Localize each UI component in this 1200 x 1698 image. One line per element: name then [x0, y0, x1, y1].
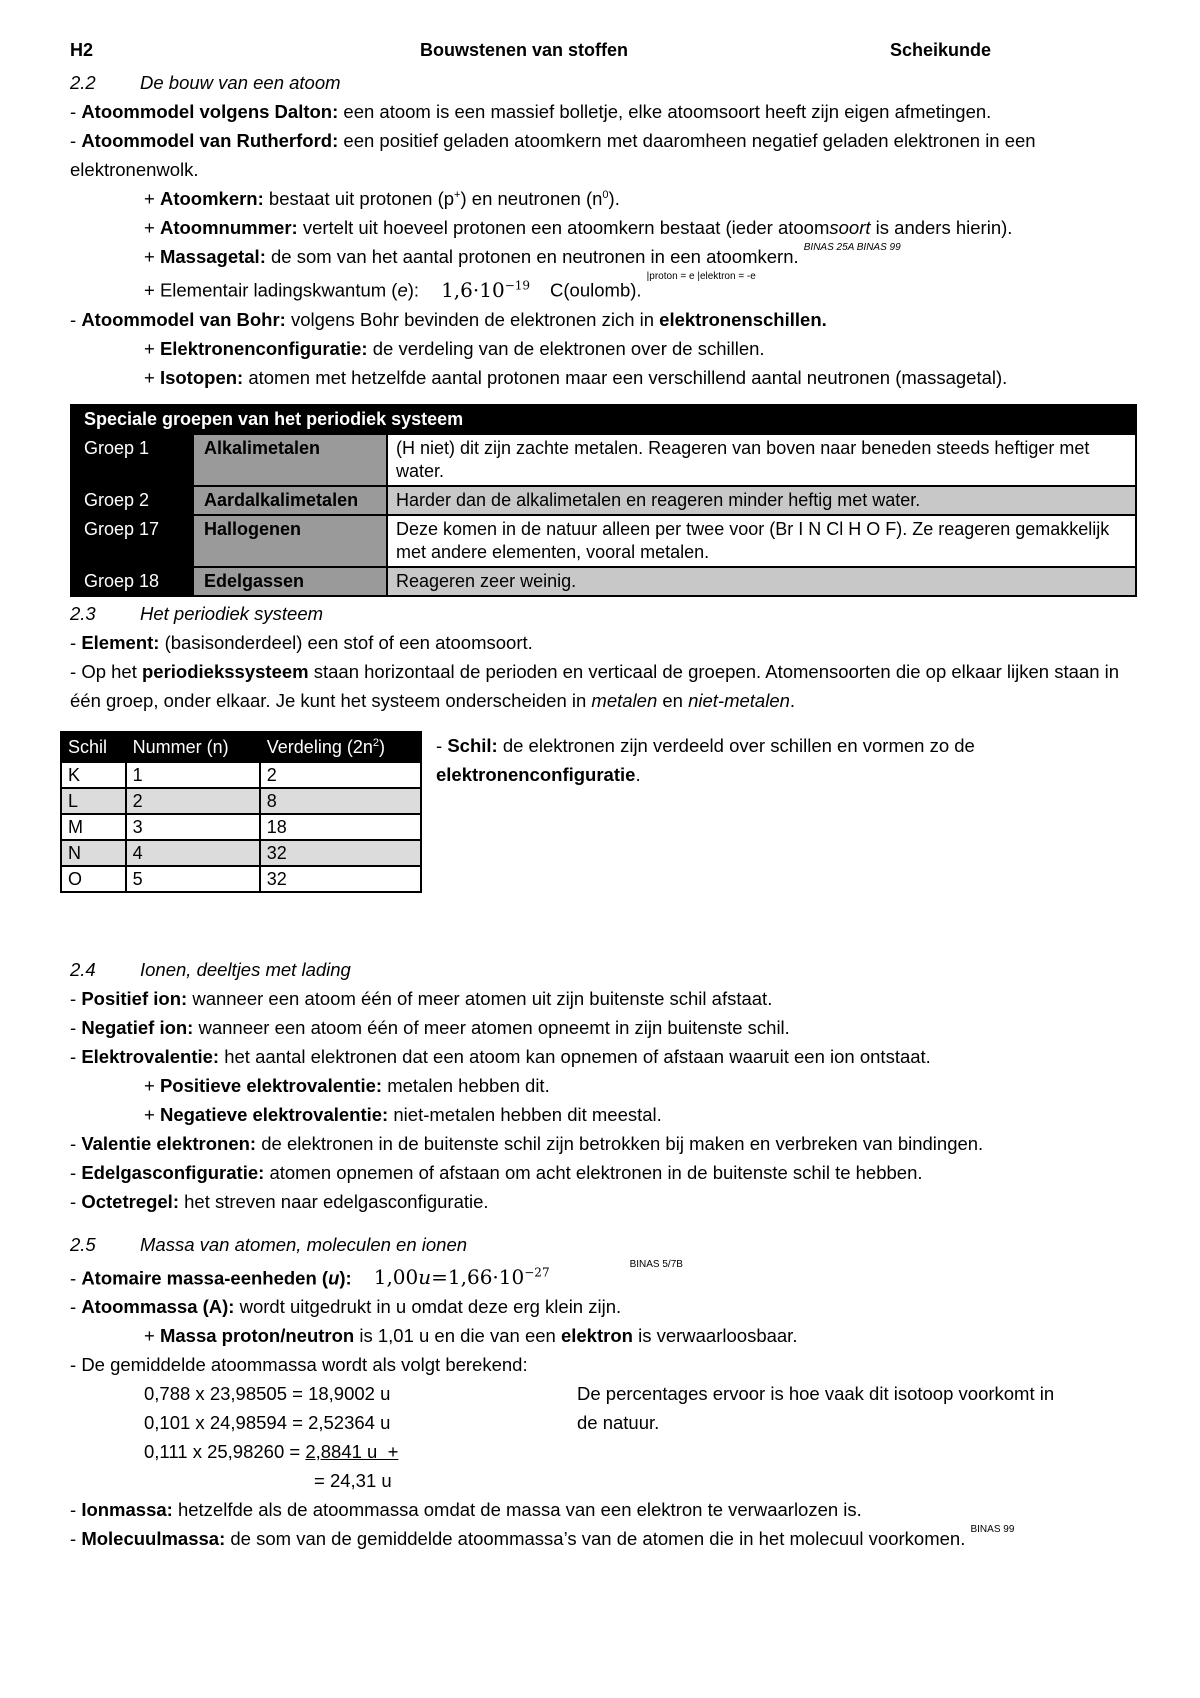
- table-cell: M: [61, 814, 126, 840]
- list-item: - Octetregel: het streven naar edelgasconfiguratie.: [70, 1190, 489, 1212]
- table-cell: 32: [260, 840, 421, 866]
- periodic-groups-table: [70, 404, 1137, 597]
- calc-line: 0,788 x 23,98505 = 18,9002 u: [144, 1383, 391, 1405]
- table-cell: Groep 18: [71, 567, 193, 596]
- list-item: - Elektrovalentie: het aantal elektronen dat een atoom kan opnemen of afstaan waaruit een ion ontstaat.: [70, 1045, 931, 1067]
- section-heading-2-5: 2.5 Massa van atomen, moleculen en ionen: [70, 1233, 468, 1255]
- list-item: + Negatieve elektrovalentie: niet-metalen hebben dit meestal.: [144, 1103, 662, 1125]
- table-cell: Alkalimetalen: [193, 434, 387, 486]
- proton-neutron-line: + Massa proton/neutron is 1,01 u en die van een elektron is verwaarloosbaar.: [144, 1325, 798, 1347]
- table-cell: Hallogenen: [193, 515, 387, 567]
- charge-formula: $1,6\cdot 10^{-19}$: [441, 277, 531, 302]
- table-cell: 8: [260, 788, 421, 814]
- binas-ref: BINAS 25A BINAS 99: [803, 242, 901, 253]
- table-cell: (H niet) dit zijn zachte metalen. Reageren van boven naar beneden steeds heftiger met water.: [387, 434, 1136, 486]
- isotopen-line: + Isotopen: atomen met hetzelfde aantal protonen maar een verschillend aantal neutronen (massagetal).: [144, 366, 1008, 388]
- calc-line: 0,111 x 25,98260 = 2,8841 u +: [144, 1441, 399, 1463]
- ladingskwantum-line: + Elementair ladingskwantum (e): $1,6\cdot 10^{-19}$ C(oulomb). $^{|proton = e |elektron = -e}$: [144, 271, 756, 302]
- document-page: [70, 36, 1140, 1553]
- table-cell: O: [61, 866, 126, 892]
- header-subject: Scheikunde: [890, 40, 992, 60]
- atoommassa-line: - Atoommassa (A): wordt uitgedrukt in u omdat deze erg klein zijn.: [70, 1296, 622, 1318]
- table-cell: 4: [126, 840, 260, 866]
- atoomkern-line: + Atoomkern: bestaat uit protonen (p+) en neutronen $(n^0)$.: [144, 188, 620, 209]
- molecuulmassa-line: - Molecuulmassa: de som van de gemiddelde atoommassa’s van de atomen die in het molecuul voorkomen. $^{BINAS 99}$: [70, 1524, 1015, 1550]
- binas-ref: BINAS 5/7B: [629, 1258, 683, 1270]
- section-heading-2-4: 2.4 Ionen, deeltjes met lading: [70, 958, 351, 980]
- list-item: - Negatief ion: wanneer een atoom één of meer atomen opneemt in zijn buitenste schil.: [70, 1016, 790, 1038]
- table-title: Speciale groepen van het periodiek systeem: [71, 405, 1136, 434]
- table-cell: 5: [126, 866, 260, 892]
- atoomnummer-line: + Atoomnummer: vertelt uit hoeveel protonen een atoomkern bestaat (ieder atoomsoort is anders hierin).: [144, 217, 1013, 238]
- calculation-block: [70, 1379, 1140, 1495]
- section-heading-2-3: 2.3 Het periodiek systeem: [70, 602, 324, 624]
- table-cell: 3: [126, 814, 260, 840]
- calc-line: 0,101 x 24,98594 = 2,52364 u: [144, 1412, 391, 1434]
- table-cell: 18: [260, 814, 421, 840]
- table-header: Schil: [61, 732, 126, 762]
- schil-text: - Schil: de elektronen zijn verdeeld over schillen en vormen zo de elektronenconfiguratie.: [436, 734, 975, 785]
- table-cell: Groep 17: [71, 515, 193, 567]
- table-cell: 1: [126, 762, 260, 788]
- table-cell: Groep 2: [71, 486, 193, 515]
- section-heading-2-2: 2.2 De bouw van een atoom: [70, 72, 341, 93]
- table-cell: Groep 1: [71, 434, 193, 486]
- table-header: Verdeling $(2n^2)$: [260, 732, 421, 762]
- table-cell: N: [61, 840, 126, 866]
- binas-ref: BINAS 99: [970, 1524, 1015, 1536]
- dalton-line: - Atoommodel volgens Dalton: een atoom is een massief bolletje, elke atoomsoort heeft zijn eigen afmetingen.: [70, 101, 992, 122]
- periodiek-paragraph: - Op het periodiekssysteem staan horizontaal de perioden en verticaal de groepen. Atomensoorten die op elkaar lijken staan in één groep, onder elkaar. Je kunt het systeem onderscheiden in metalen en niet-metalen.: [70, 660, 1120, 711]
- list-item: - Positief ion: wanneer een atoom één of meer atomen uit zijn buitenste schil afstaat.: [70, 987, 773, 1009]
- table-cell: L: [61, 788, 126, 814]
- element-line: - Element: (basisonderdeel) een stof of een atoomsoort.: [70, 631, 533, 653]
- page-header: [70, 36, 1140, 62]
- calc-total: = 24,31 u: [314, 1470, 392, 1492]
- table-cell: 2: [260, 762, 421, 788]
- header-chapter: H2: [70, 40, 94, 60]
- rutherford-line: - Atoommodel van Rutherford: een positief geladen atoomkern met daaromheen negatief geladen elektronen in een elektronenwolk.: [70, 130, 1036, 180]
- list-item: - Valentie elektronen: de elektronen in de buitenste schil zijn betrokken bij maken en verbreken van bindingen.: [70, 1132, 984, 1154]
- table-cell: Aardalkalimetalen: [193, 486, 387, 515]
- table-cell: Harder dan de alkalimetalen en reageren minder heftig met water.: [387, 486, 1136, 515]
- calc-note: De percentages ervoor is hoe vaak dit isotoop voorkomt in de natuur.: [577, 1383, 1055, 1434]
- table-cell: 32: [260, 866, 421, 892]
- table-cell: Deze komen in de natuur alleen per twee voor (Br I N Cl H O F). Ze reageren gemakkelijk met andere elementen, vooral metalen.: [387, 515, 1136, 567]
- ame-line: - Atomaire massa-eenheden (u): $1,00u=1,66\cdot 10^{-27BINAS 5/7B}$: [70, 1258, 683, 1290]
- list-item: - Edelgasconfiguratie: atomen opnemen of afstaan om acht elektronen in de buitenste schil te hebben.: [70, 1161, 923, 1183]
- ionmassa-line: - Ionmassa: hetzelfde als de atoommassa omdat de massa van een elektron te verwaarlozen is.: [70, 1499, 862, 1521]
- bohr-line: - Atoommodel van Bohr: volgens Bohr bevinden de elektronen zich in elektronenschillen.: [70, 308, 827, 330]
- table-cell: 2: [126, 788, 260, 814]
- table-header: Nummer (n): [126, 732, 260, 762]
- shell-table: [60, 731, 422, 893]
- ame-formula: $1,00u=1,66\cdot 10^{-27}$: [373, 1265, 550, 1290]
- shell-section: [70, 731, 1140, 911]
- massagetal-line: + Massagetal: de som van het aantal protonen en neutronen in een atoomkern. $^{BINAS 25A BINAS 99}$: [144, 242, 901, 267]
- list-item: + Positieve elektrovalentie: metalen hebben dit.: [144, 1074, 550, 1096]
- table-cell: Edelgassen: [193, 567, 387, 596]
- gemiddelde-line: - De gemiddelde atoommassa wordt als volgt berekend:: [70, 1354, 528, 1376]
- table-cell: Reageren zeer weinig.: [387, 567, 1136, 596]
- config-line: + Elektronenconfiguratie: de verdeling van de elektronen over de schillen.: [144, 337, 765, 359]
- header-title: Bouwstenen van stoffen: [420, 40, 629, 60]
- table-cell: K: [61, 762, 126, 788]
